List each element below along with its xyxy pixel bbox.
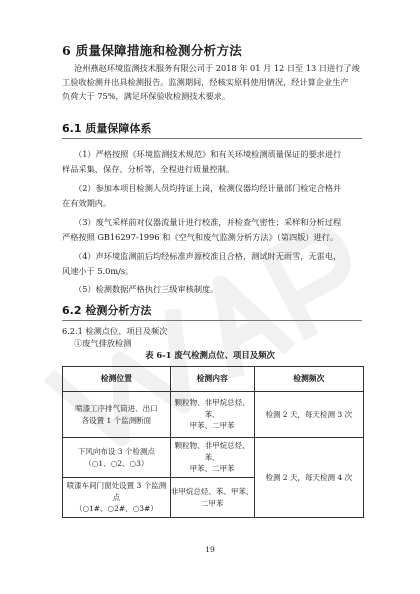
qa-line-7: （4）声环境监测前后均经标准声源校准且合格，测试时无雨雪，无雷电， xyxy=(74,251,342,261)
qa-line-9: （5）检测数据严格执行三级审核制度。 xyxy=(74,284,219,294)
header-content: 检测内容 xyxy=(170,367,254,392)
qa-line-2: 样品采集、保存、分析等，全程进行质量控制。 xyxy=(62,164,234,174)
detection-table xyxy=(62,366,364,518)
qa-line-1: （1）严格按照《环境监测技术规范》和有关环境检测质量保证的要求进行 xyxy=(74,149,342,159)
qa-heading: 6.1 质量保障体系 xyxy=(62,122,152,135)
qa-divider xyxy=(62,138,362,139)
intro-line-1: 沧州燕赵环境监测技术服务有限公司于 2018 年 01 月 12 日至 13 日进行了竣 xyxy=(74,63,360,73)
methods-heading: 6.2 检测分析方法 xyxy=(62,304,152,317)
page-number: 19 xyxy=(205,545,215,554)
table-row xyxy=(63,438,364,478)
table-row xyxy=(63,392,364,438)
cell-frequency-merged: 检测 2 天，每天检测 4 次 xyxy=(254,438,363,518)
intro-line-3: 负荷大于 75%，满足环保验收检测技术要求。 xyxy=(62,91,231,101)
cell-position: 下风向布设 3 个检测点 （○1、○2、○3） xyxy=(63,438,171,478)
cell-position: 喷漆车间门窗处设置 3 个监测点 （○1#、○2#、○3#） xyxy=(63,478,171,518)
section-title: 6 质量保障措施和检测分析方法 xyxy=(62,43,243,58)
qa-line-6: 严格按照 GB16297-1996 和《空气和废气监测分析方法》（第四版）进行。 xyxy=(62,232,339,242)
table-caption: 表 6-1 废气检测点位、项目及频次 xyxy=(145,350,275,360)
qa-line-5: （3）废气采样前对仪器流量计进行校准，并检查气密性；采样和分析过程 xyxy=(74,217,342,227)
qa-line-3: （2）参加本项目检测人员均持证上岗，检测仪器均经计量部门检定合格并 xyxy=(74,183,342,193)
cell-content: 非甲烷总烃、苯、甲苯、 二甲苯 xyxy=(170,478,254,518)
cell-content: 颗粒物、非甲烷总烃、苯、 甲苯、二甲苯 xyxy=(170,438,254,478)
cell-content: 颗粒物、非甲烷总烃、苯、 甲苯、二甲苯 xyxy=(170,392,254,438)
subsubsection-heading: ①废气排放检测 xyxy=(74,338,132,348)
header-frequency: 检测频次 xyxy=(254,367,363,392)
methods-divider xyxy=(62,320,362,321)
qa-line-8: 风速小于 5.0m/s。 xyxy=(62,266,134,276)
table-header-row xyxy=(63,367,364,392)
cell-position: 喷漆工序排气筒进、出口 各设置 1 个监测断面 xyxy=(63,392,171,438)
qa-line-4: 在有效期内。 xyxy=(62,198,112,208)
subsection-heading: 6.2.1 检测点位、项目及频次 xyxy=(62,326,168,336)
intro-line-2: 工验收检测并出具检测报告。监测期间，经核实原料使用情况，经计算企业生产 xyxy=(62,77,349,87)
header-position: 检测位置 xyxy=(63,367,171,392)
cell-frequency: 检测 2 天，每天检测 3 次 xyxy=(254,392,363,438)
